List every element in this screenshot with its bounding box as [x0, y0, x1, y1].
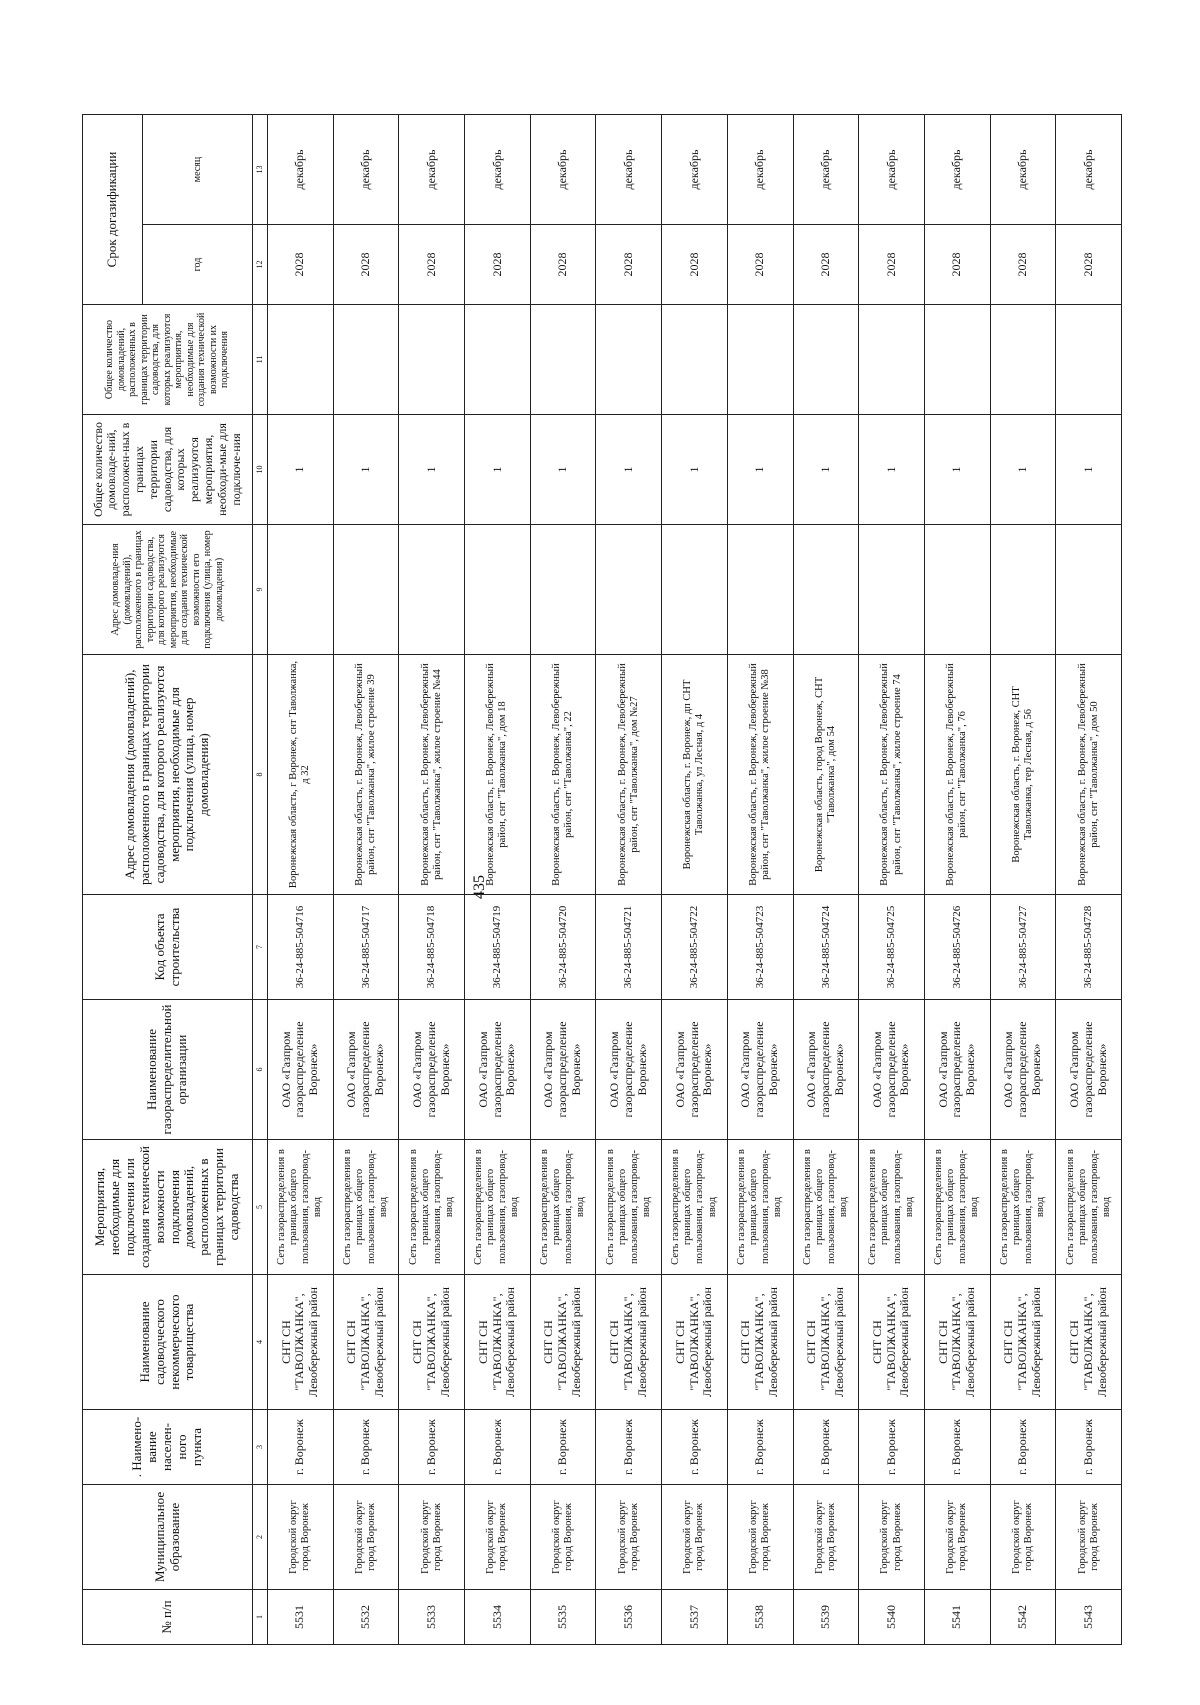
year-cell: 2028 — [596, 225, 662, 305]
count2-cell — [268, 305, 334, 415]
row-number: 5538 — [727, 1590, 793, 1645]
col-number: 13 — [253, 115, 268, 225]
settlement-cell: г. Воронеж — [990, 1410, 1056, 1485]
count2-cell — [399, 305, 465, 415]
count2-cell — [596, 305, 662, 415]
municipality-cell: Городской округ город Воронеж — [1056, 1485, 1122, 1590]
municipality-cell: Городской округ город Воронеж — [399, 1485, 465, 1590]
gdo-cell: ОАО «Газпром газораспределение Воронеж» — [596, 1000, 662, 1140]
count2-cell — [727, 305, 793, 415]
table-row — [793, 115, 859, 1645]
snt-cell: СНТ СН "ТАВОЛЖАНКА", Левобережный район — [859, 1275, 925, 1410]
code-cell: 36-24-885-504719 — [465, 895, 531, 1000]
count2-cell — [990, 305, 1056, 415]
header-count-2: Общее количество домовладений, расположенных в границах территории садоводства, для которых реализуются мероприятия, необходимые для создания технической возможности их подключения — [83, 305, 253, 415]
settlement-cell: г. Воронеж — [399, 1410, 465, 1485]
snt-cell: СНТ СН "ТАВОЛЖАНКА", Левобережный район — [268, 1275, 334, 1410]
row-number: 5541 — [924, 1590, 990, 1645]
gdo-cell: ОАО «Газпром газораспределение Воронеж» — [333, 1000, 399, 1140]
measures-cell: Сеть газораспределения в границах общего пользования, газопровод-ввод — [990, 1140, 1056, 1275]
code-cell: 36-24-885-504716 — [268, 895, 334, 1000]
settlement-cell: г. Воронеж — [530, 1410, 596, 1485]
header-address-2: Адрес домовладе-ния (домовладений), расположенного в границах территории садоводства, для которого реализуются мероприятия, необходимые для создания технической возможности его подключения (улица, номер домовладения) — [83, 525, 253, 655]
code-cell: 36-24-885-504717 — [333, 895, 399, 1000]
month-cell: декабрь — [793, 115, 859, 225]
snt-cell: СНТ СН "ТАВОЛЖАНКА", Левобережный район — [1056, 1275, 1122, 1410]
snt-cell: СНТ СН "ТАВОЛЖАНКА", Левобережный район — [990, 1275, 1056, 1410]
month-cell: декабрь — [268, 115, 334, 225]
count2-cell — [859, 305, 925, 415]
month-cell: декабрь — [1056, 115, 1122, 225]
count-cell: 1 — [793, 415, 859, 525]
header-month: месяц — [143, 115, 253, 225]
address-cell: Воронежская область, г. Воронеж, Левобережный район, снт "Таволжанка", жилое строение 39 — [333, 655, 399, 895]
col-number: 2 — [253, 1485, 268, 1590]
address2-cell — [859, 525, 925, 655]
municipality-cell: Городской округ город Воронеж — [859, 1485, 925, 1590]
address-cell: Воронежская область, г. Воронеж, Левобережный район, снт "Таволжанка", дом 18 — [465, 655, 531, 895]
row-number: 5539 — [793, 1590, 859, 1645]
table-row — [333, 115, 399, 1645]
month-cell: декабрь — [596, 115, 662, 225]
settlement-cell: г. Воронеж — [793, 1410, 859, 1485]
code-cell: 36-24-885-504723 — [727, 895, 793, 1000]
year-cell: 2028 — [268, 225, 334, 305]
month-cell: декабрь — [530, 115, 596, 225]
gdo-cell: ОАО «Газпром газораспределение Воронеж» — [662, 1000, 728, 1140]
gdo-cell: ОАО «Газпром газораспределение Воронеж» — [859, 1000, 925, 1140]
municipality-cell: Городской округ город Воронеж — [662, 1485, 728, 1590]
count-cell: 1 — [596, 415, 662, 525]
table-row — [399, 115, 465, 1645]
col-number: 5 — [253, 1140, 268, 1275]
address2-cell — [727, 525, 793, 655]
address-cell: Воронежская область, город Воронеж, СНТ "Таволжанка", дом 54 — [793, 655, 859, 895]
gdo-cell: ОАО «Газпром газораспределение Воронеж» — [268, 1000, 334, 1140]
count-cell: 1 — [859, 415, 925, 525]
gdo-cell: ОАО «Газпром газораспределение Воронеж» — [727, 1000, 793, 1140]
year-cell: 2028 — [859, 225, 925, 305]
address2-cell — [924, 525, 990, 655]
month-cell: декабрь — [859, 115, 925, 225]
address-cell: Воронежская область, г. Воронеж, дп СНТ Таволжанка, ул Лесная, д 4 — [662, 655, 728, 895]
settlement-cell: г. Воронеж — [1056, 1410, 1122, 1485]
row-number: 5543 — [1056, 1590, 1122, 1645]
snt-cell: СНТ СН "ТАВОЛЖАНКА", Левобережный район — [530, 1275, 596, 1410]
snt-cell: СНТ СН "ТАВОЛЖАНКА", Левобережный район — [596, 1275, 662, 1410]
header-snt: Наименование садоводческого некоммерческого товарищества — [83, 1275, 253, 1410]
settlement-cell: г. Воронеж — [333, 1410, 399, 1485]
year-cell: 2028 — [399, 225, 465, 305]
count2-cell — [530, 305, 596, 415]
municipality-cell: Городской округ город Воронеж — [465, 1485, 531, 1590]
year-cell: 2028 — [793, 225, 859, 305]
table-row — [268, 115, 334, 1645]
year-cell: 2028 — [333, 225, 399, 305]
table-row — [990, 115, 1056, 1645]
settlement-cell: г. Воронеж — [924, 1410, 990, 1485]
document-table-wrapper — [82, 115, 1122, 1645]
address2-cell — [1056, 525, 1122, 655]
address2-cell — [990, 525, 1056, 655]
table-row — [596, 115, 662, 1645]
gdo-cell: ОАО «Газпром газораспределение Воронеж» — [924, 1000, 990, 1140]
table-row — [924, 115, 990, 1645]
table-row — [1056, 115, 1122, 1645]
col-number: 4 — [253, 1275, 268, 1410]
row-number: 5534 — [465, 1590, 531, 1645]
snt-cell: СНТ СН "ТАВОЛЖАНКА", Левобережный район — [399, 1275, 465, 1410]
snt-cell: СНТ СН "ТАВОЛЖАНКА", Левобережный район — [465, 1275, 531, 1410]
measures-cell: Сеть газораспределения в границах общего пользования, газопровод-ввод — [924, 1140, 990, 1275]
count2-cell — [333, 305, 399, 415]
settlement-cell: г. Воронеж — [596, 1410, 662, 1485]
table-body — [268, 115, 1122, 1645]
col-number: 8 — [253, 655, 268, 895]
count-cell: 1 — [990, 415, 1056, 525]
col-number: 3 — [253, 1410, 268, 1485]
header-count: Общее количество домовладе-ний, расположен-ных в границах территории садоводства, для которых реализуются мероприятия, необходи-мые для подключе-ния — [83, 415, 253, 525]
col-number: 9 — [253, 525, 268, 655]
count-cell: 1 — [399, 415, 465, 525]
header-row — [83, 115, 143, 1645]
settlement-cell: г. Воронеж — [727, 1410, 793, 1485]
month-cell: декабрь — [924, 115, 990, 225]
row-number: 5533 — [399, 1590, 465, 1645]
table-row — [859, 115, 925, 1645]
month-cell: декабрь — [662, 115, 728, 225]
row-number: 5540 — [859, 1590, 925, 1645]
measures-cell: Сеть газораспределения в границах общего пользования, газопровод-ввод — [530, 1140, 596, 1275]
count2-cell — [662, 305, 728, 415]
year-cell: 2028 — [1056, 225, 1122, 305]
address-cell: Воронежская область, г. Воронеж, СНТ Таволжанка, тер Лесная, д 56 — [990, 655, 1056, 895]
code-cell: 36-24-885-504725 — [859, 895, 925, 1000]
header-code: Код объекта строительства — [83, 895, 253, 1000]
address-cell: Воронежская область, г. Воронеж, Левобережный район, снт "Таволжанка", дом №27 — [596, 655, 662, 895]
gdo-cell: ОАО «Газпром газораспределение Воронеж» — [1056, 1000, 1122, 1140]
row-number: 5537 — [662, 1590, 728, 1645]
month-cell: декабрь — [465, 115, 531, 225]
address-cell: Воронежская область, г. Воронеж, Левобережный район, снт "Таволжанка", 22 — [530, 655, 596, 895]
year-cell: 2028 — [924, 225, 990, 305]
count-cell: 1 — [465, 415, 531, 525]
gdo-cell: ОАО «Газпром газораспределение Воронеж» — [465, 1000, 531, 1140]
address2-cell — [662, 525, 728, 655]
address2-cell — [596, 525, 662, 655]
count-cell: 1 — [530, 415, 596, 525]
code-cell: 36-24-885-504728 — [1056, 895, 1122, 1000]
count-cell: 1 — [333, 415, 399, 525]
gdo-cell: ОАО «Газпром газораспределение Воронеж» — [793, 1000, 859, 1140]
municipality-cell: Городской округ город Воронеж — [990, 1485, 1056, 1590]
municipality-cell: Городской округ город Воронеж — [333, 1485, 399, 1590]
address2-cell — [530, 525, 596, 655]
measures-cell: Сеть газораспределения в границах общего пользования, газопровод-ввод — [662, 1140, 728, 1275]
code-cell: 36-24-885-504724 — [793, 895, 859, 1000]
settlement-cell: г. Воронеж — [465, 1410, 531, 1485]
header-n: № п/п — [83, 1590, 253, 1645]
header-deadline: Срок догазификации — [83, 115, 143, 305]
measures-cell: Сеть газораспределения в границах общего пользования, газопровод-ввод — [268, 1140, 334, 1275]
municipality-cell: Городской округ город Воронеж — [727, 1485, 793, 1590]
settlement-cell: г. Воронеж — [662, 1410, 728, 1485]
code-cell: 36-24-885-504718 — [399, 895, 465, 1000]
column-numbers-row — [253, 115, 268, 1645]
gasification-table — [82, 114, 1122, 1645]
col-number: 10 — [253, 415, 268, 525]
settlement-cell: г. Воронеж — [859, 1410, 925, 1485]
code-cell: 36-24-885-504721 — [596, 895, 662, 1000]
snt-cell: СНТ СН "ТАВОЛЖАНКА", Левобережный район — [662, 1275, 728, 1410]
address-cell: Воронежская область, г. Воронеж, Левобережный район, снт "Таволжанка", жилое строение 74 — [859, 655, 925, 895]
measures-cell: Сеть газораспределения в границах общего пользования, газопровод-ввод — [1056, 1140, 1122, 1275]
header-year: год — [143, 225, 253, 305]
code-cell: 36-24-885-504727 — [990, 895, 1056, 1000]
count-cell: 1 — [924, 415, 990, 525]
col-number: 1 — [253, 1590, 268, 1645]
count2-cell — [793, 305, 859, 415]
code-cell: 36-24-885-504722 — [662, 895, 728, 1000]
header-address: Адрес домовладения (домовладений), расположенного в границах территории садоводства, для которого реализуются мероприятия, необходимые для подключения (улица, номер домовладения) — [83, 655, 253, 895]
month-cell: декабрь — [399, 115, 465, 225]
municipality-cell: Городской округ город Воронеж — [793, 1485, 859, 1590]
code-cell: 36-24-885-504726 — [924, 895, 990, 1000]
page-number: 435 — [471, 875, 488, 899]
address-cell: Воронежская область, г. Воронеж, Левобережный район, снт "Таволжанка", дом 50 — [1056, 655, 1122, 895]
address2-cell — [268, 525, 334, 655]
year-cell: 2028 — [990, 225, 1056, 305]
measures-cell: Сеть газораспределения в границах общего пользования, газопровод-ввод — [727, 1140, 793, 1275]
measures-cell: Сеть газораспределения в границах общего пользования, газопровод-ввод — [399, 1140, 465, 1275]
table-row — [530, 115, 596, 1645]
month-cell: декабрь — [333, 115, 399, 225]
month-cell: декабрь — [990, 115, 1056, 225]
year-cell: 2028 — [465, 225, 531, 305]
settlement-cell: г. Воронеж — [268, 1410, 334, 1485]
address-cell: Воронежская область, г Воронеж, снт Таволжанка, д 32 — [268, 655, 334, 895]
header-gdo: Наименование газораспределительной организации — [83, 1000, 253, 1140]
gdo-cell: ОАО «Газпром газораспределение Воронеж» — [399, 1000, 465, 1140]
snt-cell: СНТ СН "ТАВОЛЖАНКА", Левобережный район — [333, 1275, 399, 1410]
count-cell: 1 — [662, 415, 728, 525]
row-number: 5531 — [268, 1590, 334, 1645]
snt-cell: СНТ СН "ТАВОЛЖАНКА", Левобережный район — [727, 1275, 793, 1410]
municipality-cell: Городской округ город Воронеж — [596, 1485, 662, 1590]
code-cell: 36-24-885-504720 — [530, 895, 596, 1000]
col-number: 12 — [253, 225, 268, 305]
table-row — [465, 115, 531, 1645]
count-cell: 1 — [1056, 415, 1122, 525]
count2-cell — [1056, 305, 1122, 415]
address2-cell — [333, 525, 399, 655]
row-number: 5536 — [596, 1590, 662, 1645]
measures-cell: Сеть газораспределения в границах общего пользования, газопровод-ввод — [793, 1140, 859, 1275]
month-cell: декабрь — [727, 115, 793, 225]
row-number: 5535 — [530, 1590, 596, 1645]
snt-cell: СНТ СН "ТАВОЛЖАНКА", Левобережный район — [793, 1275, 859, 1410]
address2-cell — [793, 525, 859, 655]
year-cell: 2028 — [727, 225, 793, 305]
snt-cell: СНТ СН "ТАВОЛЖАНКА", Левобережный район — [924, 1275, 990, 1410]
address2-cell — [465, 525, 531, 655]
count2-cell — [924, 305, 990, 415]
row-number: 5532 — [333, 1590, 399, 1645]
row-number: 5542 — [990, 1590, 1056, 1645]
table-row — [662, 115, 728, 1645]
municipality-cell: Городской округ город Воронеж — [530, 1485, 596, 1590]
gdo-cell: ОАО «Газпром газораспределение Воронеж» — [990, 1000, 1056, 1140]
year-cell: 2028 — [662, 225, 728, 305]
count2-cell — [465, 305, 531, 415]
measures-cell: Сеть газораспределения в границах общего пользования, газопровод-ввод — [596, 1140, 662, 1275]
measures-cell: Сеть газораспределения в границах общего пользования, газопровод-ввод — [859, 1140, 925, 1275]
address-cell: Воронежская область, г. Воронеж, Левобережный район, снт "Таволжанка", 76 — [924, 655, 990, 895]
col-number: 7 — [253, 895, 268, 1000]
header-settlement: . Наимено-вание населен-ного пункта — [83, 1410, 253, 1485]
municipality-cell: Городской округ город Воронеж — [268, 1485, 334, 1590]
count-cell: 1 — [268, 415, 334, 525]
header-measures: Мероприятия, необходимые для подключения или создания технической возможности подключения домовладений, расположенных в границах территории садоводства — [83, 1140, 253, 1275]
table-row — [727, 115, 793, 1645]
municipality-cell: Городской округ город Воронеж — [924, 1485, 990, 1590]
col-number: 11 — [253, 305, 268, 415]
year-cell: 2028 — [530, 225, 596, 305]
measures-cell: Сеть газораспределения в границах общего пользования, газопровод-ввод — [465, 1140, 531, 1275]
header-municipality: Муниципальное образование — [83, 1485, 253, 1590]
count-cell: 1 — [727, 415, 793, 525]
address-cell: Воронежская область, г. Воронеж, Левобережный район, снт "Таволжанка", жилое строение №38 — [727, 655, 793, 895]
measures-cell: Сеть газораспределения в границах общего пользования, газопровод-ввод — [333, 1140, 399, 1275]
address2-cell — [399, 525, 465, 655]
gdo-cell: ОАО «Газпром газораспределение Воронеж» — [530, 1000, 596, 1140]
address-cell: Воронежская область, г. Воронеж, Левобережный район, снт "Таволжанка", жилое строение №44 — [399, 655, 465, 895]
col-number: 6 — [253, 1000, 268, 1140]
